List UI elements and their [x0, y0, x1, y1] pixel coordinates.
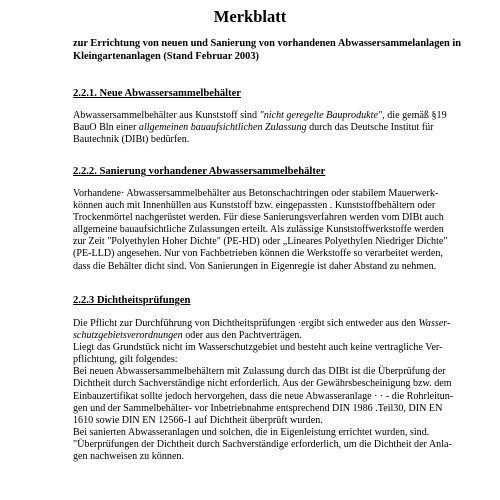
- text-run: , die gemäß §19: [382, 110, 447, 121]
- document-title: Merkblatt: [213, 7, 287, 26]
- paragraph-line: Einbauzertifikat sollte jedoch hervorgehen, dass die neue Abwasseranlage · · - die Rohrleitun-: [73, 390, 454, 402]
- paragraph-line: [73, 122, 483, 134]
- text-run-italic: "nicht geregelte Bauprodukte": [259, 110, 383, 121]
- paragraph-line: "Überprüfungen der Dichtheit durch Sachverständige erforderlich, um die Dichtheit der Anla-: [73, 438, 452, 450]
- subtitle-line: zur Errichtung von neuen und Sanierung von vorhandenen Abwassersammelanlagen in: [73, 38, 462, 49]
- paragraph-line: Bei neuen Abwassersammelbehältern mit Zulassung durch das DIBt ist die Überprüfung der: [73, 366, 446, 378]
- paragraph-line: pflichtung, gilt folgendes:: [73, 354, 178, 366]
- text-run: oder aus den Pachtverträgen.: [182, 330, 302, 342]
- paragraph-line: zur Zeit "Polyethylen Hoher Dichte" (PE-HD) oder „Lineares Polyethylen Niedriger Dichte": [73, 236, 448, 248]
- section-heading: 2.2.1. Neue Abwassersammelbehälter: [73, 88, 242, 99]
- paragraph-line: Vorhandene· Abwassersammelbehälter aus Betonschachtringen oder stabilem Mauerwerk-: [73, 188, 439, 199]
- paragraph-line: dass die Behälter dicht sind. Von Sanierungen in Eigenregie ist daher Abstand zu nehmen.: [73, 260, 437, 272]
- paragraph-line: Trockenmörtel nachgerüstet werden. Für diese Sanierungsverfahren werden vom DIBt auch: [73, 212, 444, 224]
- paragraph-line: gen nachweisen zu können.: [73, 451, 184, 463]
- section-paragraph: [73, 188, 483, 273]
- section-heading: 2.2.3 Dichtheitsprüfungen: [73, 295, 191, 306]
- text-run-italic: schutzgebietsverordnungen: [73, 330, 183, 342]
- text-run: Bautechnik (DIBt) bedürfen.: [73, 134, 190, 146]
- paragraph-line: [73, 110, 483, 122]
- text-run: durch das Deutsche Institut für: [306, 122, 434, 134]
- paragraph-line: Bei sanierten Abwasseranlagen und solchen, die in Eigenleistung errichtet wurden, sind.: [73, 426, 430, 438]
- text-run: Die Pflicht zur Durchführung von Dichtheitsprüfungen ·ergibt sich entweder aus den: [73, 318, 419, 329]
- paragraph-line: gen und der Sammelbehälter- vor Inbetriebnahme entsprechend DIN 1986 .Teil30, DIN EN: [73, 402, 443, 414]
- text-run-italic: allgemeinen bauaufsichtlichen Zulassung: [138, 122, 307, 134]
- document-subtitle: [73, 38, 473, 63]
- paragraph-line: [73, 330, 483, 342]
- section-heading: 2.2.2. Sanierung vorhandener Abwassersammelbehälter: [73, 166, 326, 177]
- paragraph-line: (PE-LLD) angesehen. Nur von Fachbetrieben können die Werkstoffe so verarbeitet werden,: [73, 248, 443, 260]
- paragraph-line: 1610 sowie DIN EN 12566-1 auf Dichtheit überprüft wurden.: [73, 414, 323, 426]
- text-run: BauO Bln einer: [73, 122, 139, 134]
- section-paragraph: [73, 318, 483, 463]
- paragraph-line: Liegt das Grundstück nicht im Wasserschutzgebiet und besteht auch keine vertragliche Ver-: [73, 342, 443, 354]
- paragraph-line: allgemeine bauaufsichtliche Zulassungen erteilt. Als zulässige Kunststoffwerkstoffe werden: [73, 224, 444, 236]
- section-paragraph: [73, 110, 483, 146]
- paragraph-line: [73, 134, 483, 146]
- paragraph-line: Dichtheit durch Sachverständige nicht erforderlich. Aus der Gewährsbescheinigung bzw. dem: [73, 378, 452, 390]
- text-run: Abwassersammelbehälter aus Kunststoff sind: [73, 110, 260, 121]
- subtitle-line: Kleingartenanlagen (Stand Februar 2003): [73, 50, 259, 62]
- paragraph-line: [73, 318, 483, 330]
- text-run-italic: Wasser-: [418, 318, 451, 329]
- paragraph-line: können auch mit Innenhüllen aus Kunststoff bzw. eingepassten . Kunststoffbehältern oder: [73, 200, 436, 212]
